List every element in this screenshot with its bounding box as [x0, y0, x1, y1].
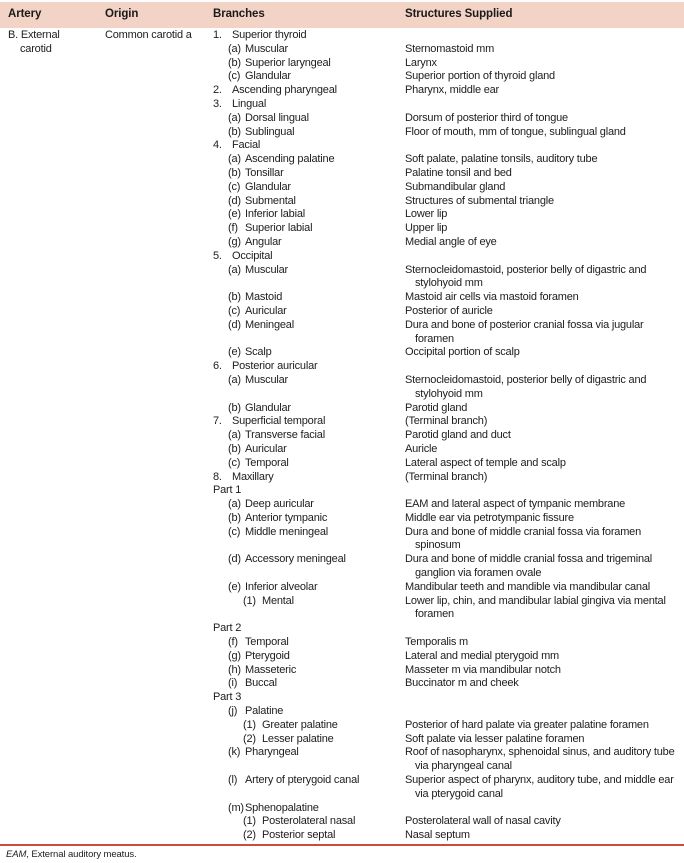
- bottom-rule: [0, 844, 684, 846]
- branch-label: Temporal: [245, 636, 289, 649]
- branch-label: Middle meningeal: [245, 525, 329, 538]
- branch-cell: [213, 346, 405, 360]
- branch-label: Lesser palatine: [262, 732, 334, 745]
- table-row: [213, 84, 676, 98]
- branch-cell: [213, 815, 405, 829]
- table-row: [213, 112, 676, 126]
- branch-cell: [213, 471, 405, 485]
- column-header-structures: Structures Supplied: [405, 8, 513, 20]
- branch-label: Facial: [232, 139, 261, 152]
- branch-label: Deep auricular: [245, 498, 314, 511]
- branch-cell: [213, 484, 405, 498]
- table-row: [213, 622, 676, 636]
- table-row: [213, 733, 676, 747]
- branch-prefix: (l): [228, 774, 238, 787]
- branch-label: Lingual: [232, 97, 267, 110]
- structures-cell: Palatine tonsil and bed: [405, 166, 512, 179]
- structures-cell: Sternomastoid mm: [405, 42, 495, 55]
- branch-prefix: (m): [228, 801, 244, 814]
- branch-label: Palatine: [245, 705, 284, 718]
- structures-cell: Lateral aspect of temple and scalp: [405, 456, 566, 469]
- branch-prefix: (a): [228, 498, 241, 511]
- structures-cell: Dura and bone of middle cranial fossa via foramen spinosum: [405, 525, 642, 552]
- table-row: [213, 650, 676, 664]
- table-row: [213, 691, 676, 705]
- structures-cell: Larynx: [405, 56, 437, 69]
- structures-cell: Posterior of auricle: [405, 304, 493, 317]
- table-row: [213, 581, 676, 595]
- branch-label: Glandular: [245, 70, 291, 83]
- table-footnote: [6, 849, 137, 860]
- structures-cell: Structures of submental triangle: [405, 194, 554, 207]
- branch-label: Pterygoid: [245, 649, 290, 662]
- structures-cell: Superior portion of thyroid gland: [405, 70, 555, 83]
- table-row: [213, 346, 676, 360]
- table-row: [213, 181, 676, 195]
- table-row: [213, 139, 676, 153]
- branch-prefix: (i): [228, 677, 238, 690]
- branch-prefix: (a): [228, 42, 241, 55]
- table-row: [213, 677, 676, 691]
- branch-label: Inferior alveolar: [245, 580, 318, 593]
- branch-label: Auricular: [245, 442, 287, 455]
- structures-cell: Parotid gland and duct: [405, 429, 511, 442]
- structures-cell: EAM and lateral aspect of tympanic membrane: [405, 498, 626, 511]
- branch-cell: [213, 595, 405, 623]
- branch-cell: [213, 139, 405, 153]
- table-row: [213, 374, 676, 402]
- branch-prefix: (g): [228, 649, 241, 662]
- branch-prefix: (c): [228, 304, 241, 317]
- table-row: [213, 319, 676, 347]
- structures-cell: Submandibular gland: [405, 180, 506, 193]
- branch-label: Meningeal: [245, 318, 294, 331]
- table-row: [213, 484, 676, 498]
- structures-cell: Occipital portion of scalp: [405, 346, 520, 359]
- branch-prefix: (f): [228, 222, 238, 235]
- branch-prefix: (d): [228, 194, 241, 207]
- table-row: [213, 553, 676, 581]
- branch-label: Greater palatine: [262, 718, 338, 731]
- branch-prefix: (g): [228, 235, 241, 248]
- branch-prefix: 5.: [213, 249, 222, 262]
- branch-label: Superior laryngeal: [245, 56, 331, 69]
- footnote-abbreviation: EAM: [6, 849, 27, 860]
- branch-cell: [213, 415, 405, 429]
- branch-prefix: (c): [228, 456, 241, 469]
- branch-cell: [213, 429, 405, 443]
- branch-prefix: 7.: [213, 415, 222, 428]
- structures-cell: Lateral and medial pterygoid mm: [405, 649, 559, 662]
- table-row: [213, 471, 676, 485]
- branch-prefix: (1): [243, 594, 256, 607]
- table-rows: [213, 29, 676, 843]
- table-body: [0, 29, 684, 843]
- table-row: [213, 802, 676, 816]
- branch-label: Inferior labial: [245, 208, 305, 221]
- branch-prefix: (a): [228, 373, 241, 386]
- table-row: [213, 457, 676, 471]
- branch-label: Glandular: [245, 401, 291, 414]
- structures-cell: [405, 705, 676, 719]
- branch-label: Masseteric: [245, 663, 297, 676]
- branch-cell: [213, 70, 405, 84]
- branch-prefix: (b): [228, 511, 241, 524]
- branch-prefix: (b): [228, 166, 241, 179]
- branch-label: Angular: [245, 235, 282, 248]
- column-header-origin: Origin: [105, 8, 139, 20]
- table-row: [213, 236, 676, 250]
- branch-label: Mastoid: [245, 291, 283, 304]
- structures-cell: [405, 802, 676, 816]
- branch-cell: [213, 291, 405, 305]
- branch-prefix: (a): [228, 429, 241, 442]
- branch-cell: [213, 153, 405, 167]
- structures-cell: Nasal septum: [405, 829, 470, 842]
- table-row: [213, 70, 676, 84]
- branch-cell: [213, 512, 405, 526]
- structures-cell: Sternocleidomastoid, posterior belly of digastric and stylohyoid mm: [405, 263, 647, 290]
- table-row: [213, 498, 676, 512]
- branch-label: Auricular: [245, 304, 287, 317]
- branch-label: Tonsillar: [245, 166, 284, 179]
- table-row: [213, 443, 676, 457]
- origin-cell: Common carotid a: [105, 29, 192, 41]
- structures-cell: Lower lip: [405, 208, 448, 221]
- branch-cell: [213, 664, 405, 678]
- table-row: [213, 829, 676, 843]
- branch-cell: [213, 802, 405, 816]
- branch-label: Muscular: [245, 263, 289, 276]
- branch-cell: [213, 57, 405, 71]
- table-row: [213, 126, 676, 140]
- branch-prefix: 6.: [213, 360, 222, 373]
- branch-label: Part 3: [213, 691, 242, 704]
- branch-cell: [213, 622, 405, 636]
- branch-cell: [213, 374, 405, 402]
- table-row: [213, 402, 676, 416]
- structures-cell: Dura and bone of middle cranial fossa and trigeminal ganglion via foramen ovale: [405, 553, 653, 580]
- branch-cell: [213, 84, 405, 98]
- branch-prefix: (f): [228, 636, 238, 649]
- branch-label: Superficial temporal: [232, 415, 326, 428]
- branch-label: Part 1: [213, 484, 242, 497]
- table-row: [213, 153, 676, 167]
- branch-cell: [213, 126, 405, 140]
- branch-cell: [213, 222, 405, 236]
- structures-cell: [405, 250, 676, 264]
- structures-cell: [405, 484, 676, 498]
- branch-cell: [213, 457, 405, 471]
- branch-prefix: (j): [228, 705, 238, 718]
- branch-cell: [213, 29, 405, 43]
- branch-label: Buccal: [245, 677, 277, 690]
- table-row: [213, 774, 676, 802]
- branch-cell: [213, 553, 405, 581]
- branch-cell: [213, 774, 405, 802]
- branch-label: Temporal: [245, 456, 289, 469]
- table-row: [213, 664, 676, 678]
- branch-prefix: (2): [243, 732, 256, 745]
- branch-label: Dorsal lingual: [245, 111, 309, 124]
- branch-label: Glandular: [245, 180, 291, 193]
- structures-cell: Posterolateral wall of nasal cavity: [405, 815, 561, 828]
- branch-label: Transverse facial: [245, 429, 325, 442]
- branch-prefix: (1): [243, 718, 256, 731]
- branch-label: Pharyngeal: [245, 746, 299, 759]
- branch-prefix: (2): [243, 829, 256, 842]
- branch-cell: [213, 305, 405, 319]
- table-row: [213, 595, 676, 623]
- branch-cell: [213, 746, 405, 774]
- branch-cell: [213, 581, 405, 595]
- branch-label: Posterior auricular: [232, 360, 318, 373]
- branch-prefix: (c): [228, 180, 241, 193]
- structures-cell: Temporalis m: [405, 636, 469, 649]
- table-row: [213, 719, 676, 733]
- branch-label: Artery of pterygoid canal: [245, 774, 360, 787]
- table-row: [213, 305, 676, 319]
- branch-prefix: (b): [228, 442, 241, 455]
- structures-cell: Masseter m via mandibular notch: [405, 663, 561, 676]
- table-row: [213, 815, 676, 829]
- branch-cell: [213, 650, 405, 664]
- branch-cell: [213, 98, 405, 112]
- structures-cell: Medial angle of eye: [405, 235, 497, 248]
- branch-cell: [213, 167, 405, 181]
- structures-cell: Parotid gland: [405, 401, 468, 414]
- branch-prefix: 2.: [213, 84, 222, 97]
- structures-cell: Middle ear via petrotympanic fissure: [405, 511, 574, 524]
- branch-prefix: (a): [228, 263, 241, 276]
- branch-label: Posterolateral nasal: [262, 815, 356, 828]
- branch-cell: [213, 250, 405, 264]
- structures-cell: [405, 139, 676, 153]
- branch-prefix: (b): [228, 125, 241, 138]
- structures-cell: Roof of nasopharynx, sphenoidal sinus, and auditory tube via pharyngeal canal: [405, 746, 675, 773]
- structures-cell: Dorsum of posterior third of tongue: [405, 111, 568, 124]
- branch-cell: [213, 181, 405, 195]
- structures-cell: [405, 691, 676, 705]
- branch-prefix: (e): [228, 346, 241, 359]
- branch-label: Accessory meningeal: [245, 553, 346, 566]
- structures-cell: Posterior of hard palate via greater palatine foramen: [405, 718, 649, 731]
- branch-cell: [213, 208, 405, 222]
- branch-cell: [213, 829, 405, 843]
- structures-cell: Mastoid air cells via mastoid foramen: [405, 291, 579, 304]
- table-header-row: [0, 2, 684, 28]
- branch-prefix: (a): [228, 153, 241, 166]
- branch-prefix: (e): [228, 208, 241, 221]
- table-row: [213, 57, 676, 71]
- table-row: [213, 705, 676, 719]
- structures-cell: Auricle: [405, 442, 438, 455]
- table-row: [213, 222, 676, 236]
- branch-label: Scalp: [245, 346, 272, 359]
- branch-prefix: (d): [228, 553, 241, 566]
- structures-cell: [405, 29, 676, 43]
- branch-cell: [213, 636, 405, 650]
- structures-cell: Superior aspect of pharynx, auditory tube, and middle ear via pterygoid canal: [405, 774, 674, 800]
- branch-cell: [213, 705, 405, 719]
- table-row: [213, 98, 676, 112]
- branch-cell: [213, 691, 405, 705]
- branch-prefix: (b): [228, 56, 241, 69]
- table-row: [213, 360, 676, 374]
- branch-cell: [213, 112, 405, 126]
- branch-cell: [213, 443, 405, 457]
- structures-cell: Pharynx, middle ear: [405, 84, 500, 97]
- structures-cell: [405, 622, 676, 636]
- branch-prefix: (d): [228, 318, 241, 331]
- branch-cell: [213, 677, 405, 691]
- structures-cell: Soft palate via lesser palatine foramen: [405, 732, 585, 745]
- branch-prefix: (b): [228, 401, 241, 414]
- branch-prefix: (e): [228, 580, 241, 593]
- branch-cell: [213, 319, 405, 347]
- branch-label: Ascending pharyngeal: [232, 84, 337, 97]
- table-row: [213, 512, 676, 526]
- structures-cell: Lower lip, chin, and mandibular labial gingiva via mental foramen: [405, 594, 666, 621]
- branch-prefix: (c): [228, 70, 241, 83]
- branch-label: Muscular: [245, 42, 289, 55]
- branch-cell: [213, 402, 405, 416]
- table-row: [213, 636, 676, 650]
- structures-cell: Mandibular teeth and mandible via mandibular canal: [405, 580, 650, 593]
- branch-label: Mental: [262, 594, 294, 607]
- branch-label: Superior labial: [245, 222, 313, 235]
- branch-prefix: (h): [228, 663, 241, 676]
- branch-prefix: (k): [228, 746, 241, 759]
- branch-cell: [213, 498, 405, 512]
- branch-label: Ascending palatine: [245, 153, 335, 166]
- structures-cell: [405, 98, 676, 112]
- structures-cell: [405, 360, 676, 374]
- table-row: [213, 526, 676, 554]
- branch-label: Superior thyroid: [232, 29, 307, 41]
- branch-prefix: 8.: [213, 470, 222, 483]
- branch-cell: [213, 360, 405, 374]
- structures-cell: (Terminal branch): [405, 415, 488, 428]
- table-row: [213, 429, 676, 443]
- structures-cell: Buccinator m and cheek: [405, 677, 519, 690]
- table-row: [213, 746, 676, 774]
- structures-cell: Soft palate, palatine tonsils, auditory tube: [405, 153, 598, 166]
- branch-cell: [213, 236, 405, 250]
- branch-label: Occipital: [232, 249, 273, 262]
- table-row: [213, 291, 676, 305]
- branch-cell: [213, 526, 405, 554]
- branch-cell: [213, 43, 405, 57]
- structures-cell: Sternocleidomastoid, posterior belly of digastric and stylohyoid mm: [405, 373, 647, 400]
- table-row: [213, 195, 676, 209]
- table-row: [213, 264, 676, 292]
- branch-prefix: 4.: [213, 139, 222, 152]
- table-row: [213, 208, 676, 222]
- branch-prefix: (c): [228, 525, 241, 538]
- column-header-artery: Artery: [8, 8, 42, 20]
- branch-label: Anterior tympanic: [245, 511, 328, 524]
- artery-cell: B. External carotid: [8, 29, 60, 55]
- branch-cell: [213, 195, 405, 209]
- branch-prefix: (b): [228, 291, 241, 304]
- branch-prefix: (a): [228, 111, 241, 124]
- column-header-branches: Branches: [213, 8, 265, 20]
- branch-label: Muscular: [245, 373, 289, 386]
- table-row: [213, 415, 676, 429]
- structures-cell: (Terminal branch): [405, 470, 488, 483]
- branch-prefix: 3.: [213, 97, 222, 110]
- branch-label: Sphenopalatine: [245, 801, 319, 814]
- branch-cell: [213, 719, 405, 733]
- structures-cell: Upper lip: [405, 222, 448, 235]
- branch-label: Maxillary: [232, 470, 274, 483]
- table-row: [213, 43, 676, 57]
- footnote-text: , External auditory meatus.: [26, 849, 137, 860]
- branch-prefix: (1): [243, 815, 256, 828]
- branch-cell: [213, 264, 405, 292]
- structures-cell: Dura and bone of posterior cranial fossa via jugular foramen: [405, 318, 644, 345]
- table-row: [213, 29, 676, 43]
- table-row: [213, 167, 676, 181]
- structures-cell: Floor of mouth, mm of tongue, sublingual gland: [405, 125, 626, 138]
- branch-label: Part 2: [213, 622, 242, 635]
- branch-label: Posterior septal: [262, 829, 336, 842]
- table-row: [213, 250, 676, 264]
- branch-prefix: 1.: [213, 29, 222, 41]
- branch-label: Sublingual: [245, 125, 295, 138]
- branch-cell: [213, 733, 405, 747]
- branch-label: Submental: [245, 194, 296, 207]
